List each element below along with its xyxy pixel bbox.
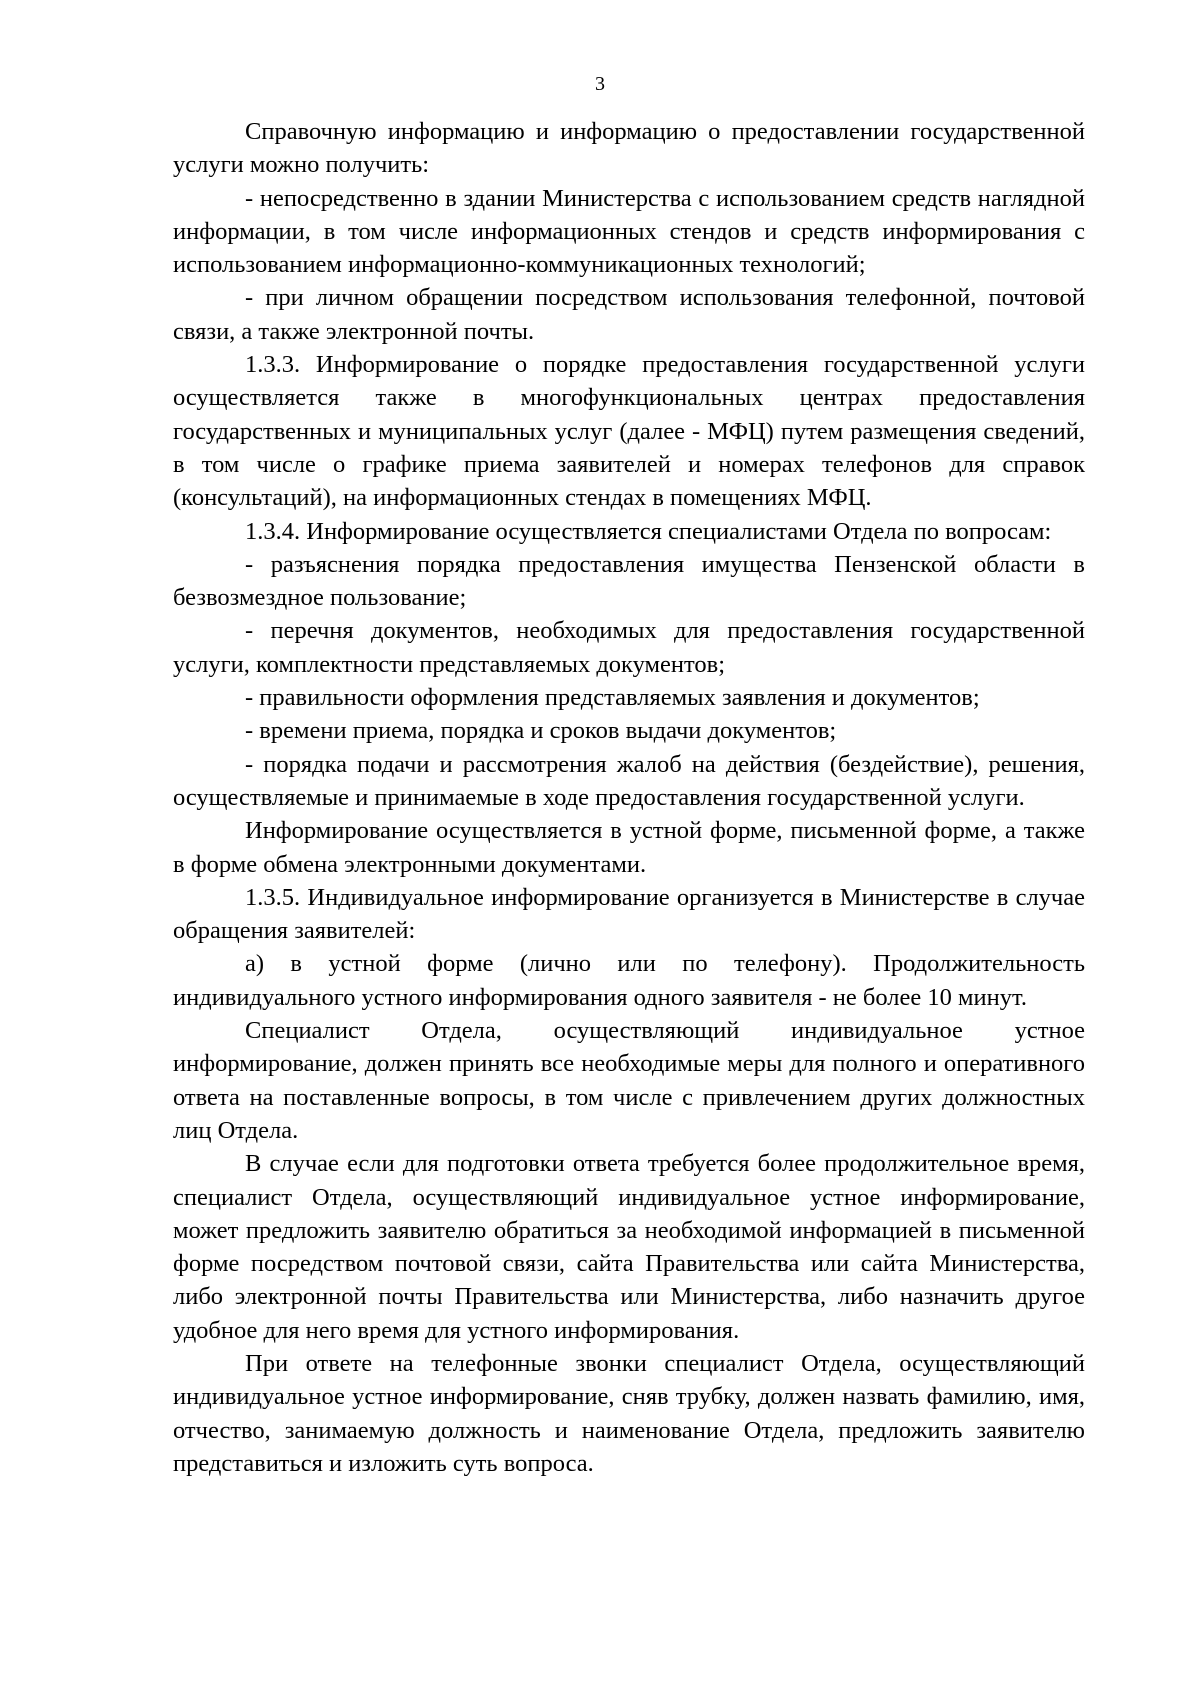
paragraph-specialist-measures: Специалист Отдела, осуществляющий индивидуальное устное информирование, должен принять все необходимые меры для полного и оперативного ответа на поставленные вопросы, в том числе с привлечением других должностных лиц Отдела. [173, 1017, 1085, 1144]
paragraph-longer-time: В случае если для подготовки ответа требуется более продолжительное время, специалист Отдела, осуществляющий индивидуальное устное информирование, может предложить заявителю обратиться за необходимой информацией в письменной форме посредством почтовой связи, сайта Правительства или сайта Министерства, либо электронной почты Правительства или Министерства, либо назначить другое удобное для него время для устного информирования. [173, 1150, 1085, 1344]
paragraph-1-3-4: 1.3.4. Информирование осуществляется специалистами Отдела по вопросам: [245, 517, 1052, 545]
page-number: 3 [595, 73, 605, 95]
paragraph-1-3-3: 1.3.3. Информирование о порядке предоставления государственной услуги осуществляется также в многофункциональных центрах предоставления государственных и муниципальных услуг (далее - МФЦ) путем размещения сведений, в том числе о графике приема заявителей и номерах телефонов для справок (консультаций), на информационных стендах в помещениях МФЦ. [173, 351, 1085, 512]
paragraph-document-list: - перечня документов, необходимых для предоставления государственной услуги, комплектности представляемых документов; [173, 617, 1085, 678]
paragraph-correctness: - правильности оформления представляемых заявления и документов; [245, 684, 980, 712]
paragraph-reference-info: Справочную информацию и информацию о предоставлении государственной услуги можно получить: [173, 118, 1085, 179]
paragraph-oral-form: а) в устной форме (лично или по телефону). Продолжительность индивидуального устного информирования одного заявителя - не более 10 минут. [173, 950, 1085, 1011]
paragraph-ministry-building: - непосредственно в здании Министерства с использованием средств наглядной информации, в том числе информационных стендов и средств информирования с использованием информационно-коммуникационных технологий; [173, 184, 1085, 279]
paragraph-reception-time: - времени приема, порядка и сроков выдачи документов; [245, 717, 837, 745]
paragraph-complaints: - порядка подачи и рассмотрения жалоб на действия (бездействие), решения, осуществляемые и принимаемые в ходе предоставления государственной услуги. [173, 750, 1085, 811]
paragraph-forms: Информирование осуществляется в устной форме, письменной форме, а также в форме обмена электронными документами. [173, 817, 1085, 878]
paragraph-personal-appeal: - при личном обращении посредством использования телефонной, почтовой связи, а также электронной почты. [173, 284, 1085, 345]
paragraph-phone-calls: При ответе на телефонные звонки специалист Отдела, осуществляющий индивидуальное устное информирование, сняв трубку, должен назвать фамилию, имя, отчество, занимаемую должность и наименование Отдела, предложить заявителю представиться и изложить суть вопроса. [173, 1349, 1085, 1477]
document-body [173, 115, 1085, 1480]
paragraph-explanation: - разъяснения порядка предоставления имущества Пензенской области в безвозмездное пользование; [173, 550, 1085, 612]
paragraph-1-3-5: 1.3.5. Индивидуальное информирование организуется в Министерстве в случае обращения заявителей: [173, 883, 1085, 945]
